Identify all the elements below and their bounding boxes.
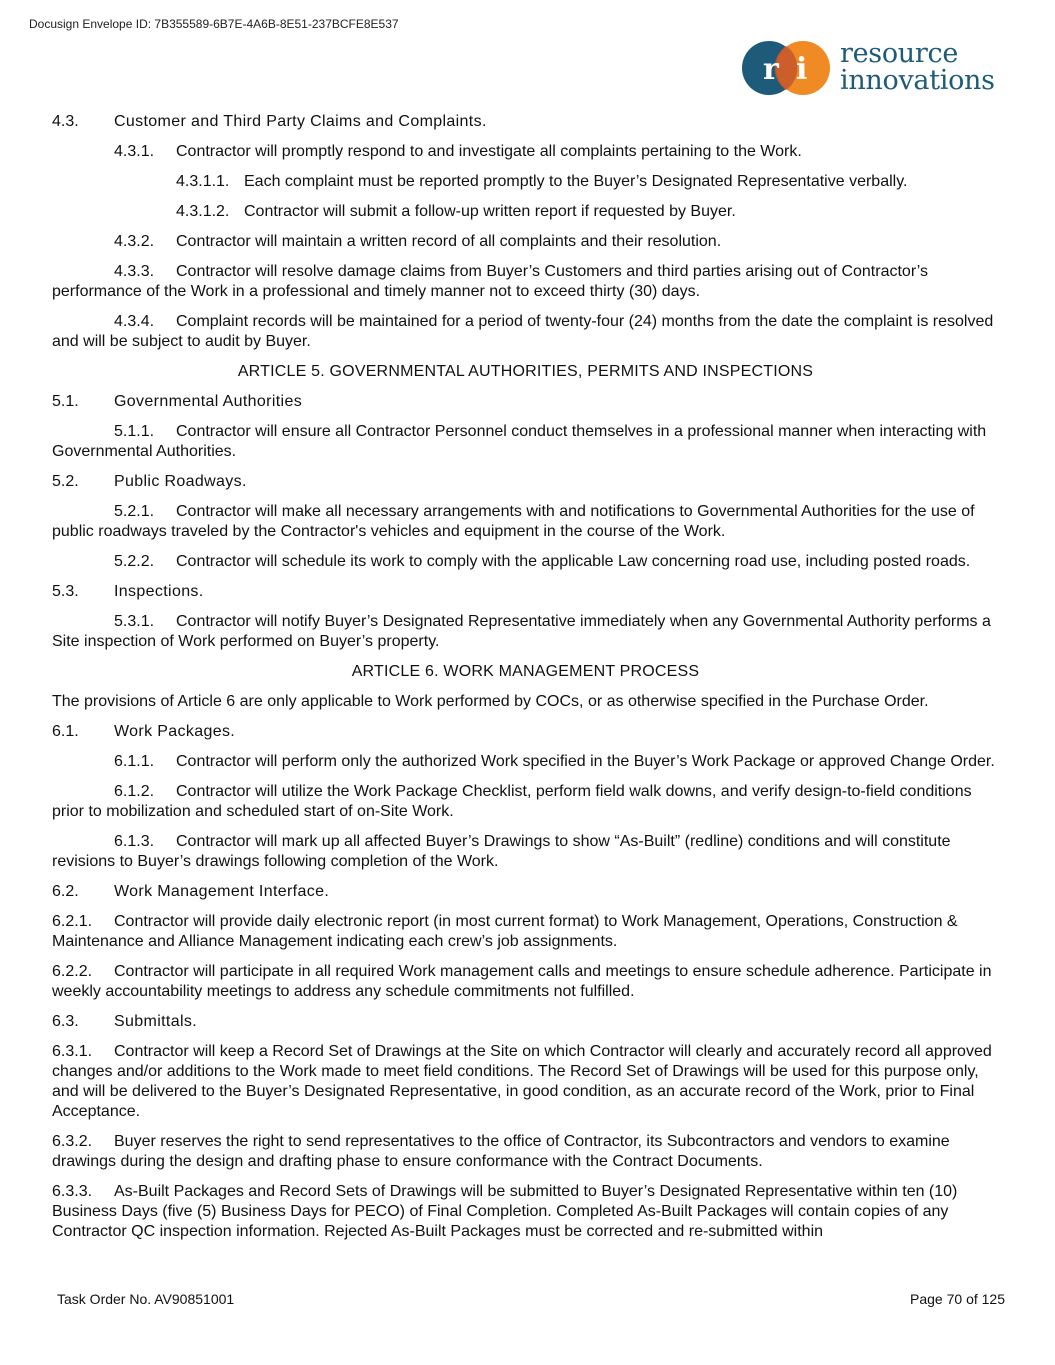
clause-6-2-1: 6.2.1. Contractor will provide daily electronic report (in most current format) to Work Management, Operations, Construction & Maintenance and Alliance Management indicating each crew’s job assignments.	[52, 913, 958, 950]
svg-text:r: r	[763, 52, 779, 87]
clause-4-3-1-1: 4.3.1.1. Each complaint must be reported promptly to the Buyer’s Designated Representative verbally.	[176, 173, 908, 190]
clause-6-3-2: 6.3.2. Buyer reserves the right to send representatives to the office of Contractor, its Subcontractors and vendors to examine drawings during the design and drafting phase to ensure conformance with the Contract Documents.	[52, 1133, 950, 1170]
footer-task-order: Task Order No. AV90851001	[57, 1291, 235, 1307]
section-4-3-heading: 4.3. Customer and Third Party Claims and Complaints.	[52, 113, 487, 130]
logo-line-2: innovations	[840, 65, 995, 96]
docusign-envelope-id: Docusign Envelope ID: 7B355589-6B7E-4A6B-8E51-237BCFE8E537	[29, 17, 399, 31]
clause-6-3-1: 6.3.1. Contractor will keep a Record Set of Drawings at the Site on which Contractor will clearly and accurately record all approved changes and/or additions to the Work made to meet field conditions. The Record Set of Drawings will be used for this purpose only, and will be delivered to the Buyer’s Designated Representative, in good condition, as an accurate record of the Work, prior to Final Acceptance.	[52, 1043, 992, 1120]
footer-page-number: Page 70 of 125	[910, 1291, 1005, 1307]
article-6-intro: The provisions of Article 6 are only applicable to Work performed by COCs, or as otherwise specified in the Purchase Order.	[52, 693, 929, 710]
document-body	[52, 112, 999, 1252]
article-6-heading: ARTICLE 6. WORK MANAGEMENT PROCESS	[351, 663, 700, 680]
clause-4-3-3: 4.3.3. Contractor will resolve damage claims from Buyer’s Customers and third parties arising out of Contractor’s performance of the Work in a professional and timely manner not to exceed thirty (30) days.	[52, 263, 929, 300]
clause-5-3-1: 5.3.1. Contractor will notify Buyer’s Designated Representative immediately when any Governmental Authority performs a Site inspection of Work performed on Buyer’s property.	[52, 613, 991, 650]
clause-6-1-2: 6.1.2. Contractor will utilize the Work Package Checklist, perform field walk downs, and verify design-to-field conditions prior to mobilization and scheduled start of on-Site Work.	[52, 783, 972, 820]
section-6-1-heading: 6.1. Work Packages.	[52, 723, 236, 740]
clause-6-3-3: 6.3.3. As-Built Packages and Record Sets of Drawings will be submitted to Buyer’s Designated Representative within ten (10) Business Days (five (5) Business Days for PECO) of Final Completion. Completed As-Built Packages will contain copies of any Contractor QC inspection information. Rejected As-Built Packages must be corrected and re-submitted within	[52, 1183, 958, 1240]
section-6-2-heading: 6.2. Work Management Interface.	[52, 883, 330, 900]
clause-4-3-4: 4.3.4. Complaint records will be maintained for a period of twenty-four (24) months from the date the complaint is resolved and will be subject to audit by Buyer.	[52, 313, 994, 350]
resource-innovations-logo	[741, 40, 1011, 96]
section-5-2-heading: 5.2. Public Roadways.	[52, 473, 247, 490]
clause-6-1-1: 6.1.1. Contractor will perform only the authorized Work specified in the Buyer’s Work Package or approved Change Order.	[114, 753, 995, 770]
clause-5-1-1: 5.1.1. Contractor will ensure all Contractor Personnel conduct themselves in a professional manner when interacting with Governmental Authorities.	[52, 423, 987, 460]
clause-6-1-3: 6.1.3. Contractor will mark up all affected Buyer’s Drawings to show “As-Built” (redline) conditions and will constitute revisions to Buyer’s drawings following completion of the Work.	[52, 833, 951, 870]
clause-6-2-2: 6.2.2. Contractor will participate in all required Work management calls and meetings to ensure schedule adherence. Participate in weekly accountability meetings to address any schedule commitments not fulfilled.	[52, 963, 992, 1000]
clause-5-2-2: 5.2.2. Contractor will schedule its work to comply with the applicable Law concerning road use, including posted roads.	[114, 553, 971, 570]
svg-text:i: i	[796, 52, 808, 87]
clause-4-3-2: 4.3.2. Contractor will maintain a written record of all complaints and their resolution.	[114, 233, 722, 250]
ri-logo-mark	[741, 40, 837, 96]
logo-line-1: resource	[840, 38, 958, 69]
clause-5-2-1: 5.2.1. Contractor will make all necessary arrangements with and notifications to Governmental Authorities for the use of public roadways traveled by the Contractor's vehicles and equipment in the course of the Work.	[52, 503, 975, 540]
section-6-3-heading: 6.3. Submittals.	[52, 1013, 197, 1030]
clause-4-3-1: 4.3.1. Contractor will promptly respond to and investigate all complaints pertaining to the Work.	[114, 143, 802, 160]
article-5-heading: ARTICLE 5. GOVERNMENTAL AUTHORITIES, PERMITS AND INSPECTIONS	[237, 363, 814, 380]
logo-wordmark	[840, 40, 995, 94]
section-5-1-heading: 5.1. Governmental Authorities	[52, 393, 303, 410]
section-5-3-heading: 5.3. Inspections.	[52, 583, 204, 600]
clause-4-3-1-2: 4.3.1.2. Contractor will submit a follow-up written report if requested by Buyer.	[176, 203, 736, 220]
